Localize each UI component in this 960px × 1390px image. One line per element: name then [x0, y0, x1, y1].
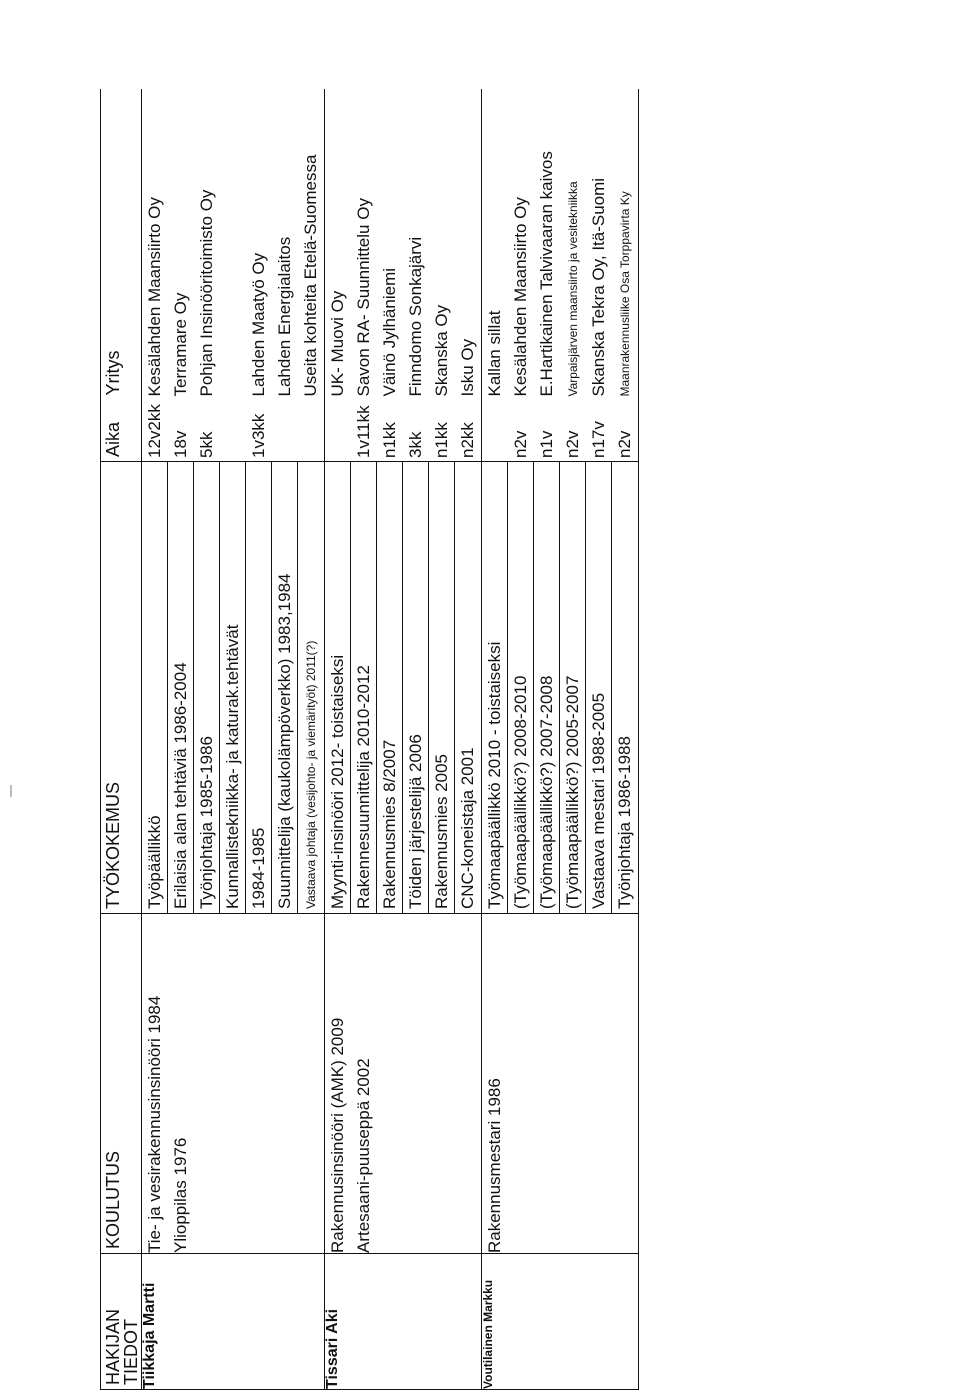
work-entry: Kunnallistekniikka- ja katurak.tehtävät: [220, 462, 246, 913]
company-entry: [220, 90, 246, 400]
time-entry: 5kk: [194, 400, 220, 462]
work-entry: Vastaava mestari 1988-2005: [586, 462, 612, 913]
work-entry: Erilaisia alan tehtäviä 1986-2004: [168, 462, 194, 913]
time-entry: [325, 400, 351, 462]
time-entry: n17v: [586, 400, 612, 462]
work-entry: Vastaava johtaja (vesijohto- ja viemärityöt) 2011(?): [298, 462, 324, 913]
company-entry: Terramare Oy: [168, 90, 194, 400]
header-time: Aika: [101, 400, 142, 462]
work-entry: 1984-1985: [246, 462, 272, 913]
education-entry: Tie- ja vesirakennusinsinööri 1984: [142, 914, 168, 1253]
work-entry: (Työmaapäällikkö?) 2008-2010: [508, 462, 534, 913]
education-entry: Rakennusmestari 1986: [482, 914, 508, 1253]
header-company: Yritys: [101, 90, 142, 400]
header-applicant: HAKIJAN TIEDOT: [101, 1254, 142, 1390]
education-cell: [142, 914, 325, 1254]
work-entry: Töiden järjestelijä 2006: [403, 462, 429, 913]
time-entry: n2v: [560, 400, 586, 462]
applicant-table: [100, 90, 639, 1390]
education-entry: Artesaani-puuseppä 2002: [351, 914, 377, 1253]
applicant-name: Tissari Aki: [325, 1254, 482, 1390]
time-entry: 1v3kk: [246, 400, 272, 462]
scan-artifact-mark: [10, 785, 12, 797]
time-entry: n1kk: [377, 400, 403, 462]
applicant-name: Tiikkaja Martti: [142, 1254, 325, 1390]
company-cell: [482, 90, 639, 400]
work-entry: Suunnittelija (kaukolämpöverkko) 1983,1984: [272, 462, 298, 913]
time-entry: n2v: [508, 400, 534, 462]
work-entry: (Työmaapäällikkö?) 2005-2007: [560, 462, 586, 913]
company-entry: Kallan sillat: [482, 90, 508, 400]
company-cell: [142, 90, 325, 400]
work-entry: CNC-koneistaja 2001: [455, 462, 481, 913]
experience-cell: [482, 462, 639, 914]
time-entry: [298, 400, 324, 462]
work-entry: (Työmaapäällikkö?) 2007-2008: [534, 462, 560, 913]
company-entry: Lahden Energialaitos: [272, 90, 298, 400]
experience-cell: [142, 462, 325, 914]
time-entry: 12v2kk: [142, 400, 168, 462]
company-entry: Maanrakennusliike Osa Torppavirta Ky: [612, 90, 638, 400]
company-entry: Skanska Tekra Oy, Itä-Suomi: [586, 90, 612, 400]
education-entry: Rakennusinsinööri (AMK) 2009: [325, 914, 351, 1253]
time-entry: n2kk: [455, 400, 481, 462]
header-education: KOULUTUS: [101, 914, 142, 1254]
time-entry: [482, 400, 508, 462]
time-entry: [272, 400, 298, 462]
work-entry: Rakennusmies 8/2007: [377, 462, 403, 913]
applicant-row: [325, 90, 482, 1390]
applicant-row: [482, 90, 639, 1390]
time-cell: [142, 400, 325, 462]
company-entry: UK- Muovi Oy: [325, 90, 351, 400]
company-entry: Pohjan Insinööritoimisto Oy: [194, 90, 220, 400]
company-entry: Lahden Maatyö Oy: [246, 90, 272, 400]
rotated-document-sheet: [100, 90, 620, 1390]
education-entry: Ylioppilas 1976: [168, 914, 194, 1253]
work-entry: Rakennesuunnittelija 2010-2012: [351, 462, 377, 913]
company-entry: Useita kohteita Etelä-Suomessa: [298, 90, 324, 400]
header-row: [101, 90, 142, 1390]
company-entry: Isku Oy: [455, 90, 481, 400]
work-entry: Työnjohtaja 1986-1988: [612, 462, 638, 913]
education-cell: [325, 914, 482, 1254]
time-cell: [325, 400, 482, 462]
company-entry: Varpaisjärven maansiirto ja vesitekniikka: [560, 90, 586, 400]
work-entry: Työpäällikkö: [142, 462, 168, 913]
work-entry: Työmaapäällikkö 2010 - toistaiseksi: [482, 462, 508, 913]
applicant-row: [142, 90, 325, 1390]
company-entry: Väinö Jylhäniemi: [377, 90, 403, 400]
education-cell: [482, 914, 639, 1254]
time-cell: [482, 400, 639, 462]
company-entry: Finndomo Sonkajärvi: [403, 90, 429, 400]
time-entry: 3kk: [403, 400, 429, 462]
work-entry: Työnjohtaja 1985-1986: [194, 462, 220, 913]
time-entry: n1kk: [429, 400, 455, 462]
company-entry: Savon RA- Suunnittelu Oy: [351, 90, 377, 400]
work-entry: Rakennusmies 2005: [429, 462, 455, 913]
company-entry: Kesälahden Maansiirto Oy: [508, 90, 534, 400]
header-experience: TYÖKOKEMUS: [101, 462, 142, 914]
time-entry: n1v: [534, 400, 560, 462]
company-entry: Kesälahden Maansiirto Oy: [142, 90, 168, 400]
company-entry: E.Hartikainen Talvivaaran kaivos: [534, 90, 560, 400]
company-cell: [325, 90, 482, 400]
applicant-name: Voutilainen Markku: [482, 1254, 639, 1390]
time-entry: [220, 400, 246, 462]
company-entry: Skanska Oy: [429, 90, 455, 400]
time-entry: 1v11kk: [351, 400, 377, 462]
experience-cell: [325, 462, 482, 914]
work-entry: Myynti-insinööri 2012- toistaiseksi: [325, 462, 351, 913]
time-entry: 18v: [168, 400, 194, 462]
time-entry: n2v: [612, 400, 638, 462]
